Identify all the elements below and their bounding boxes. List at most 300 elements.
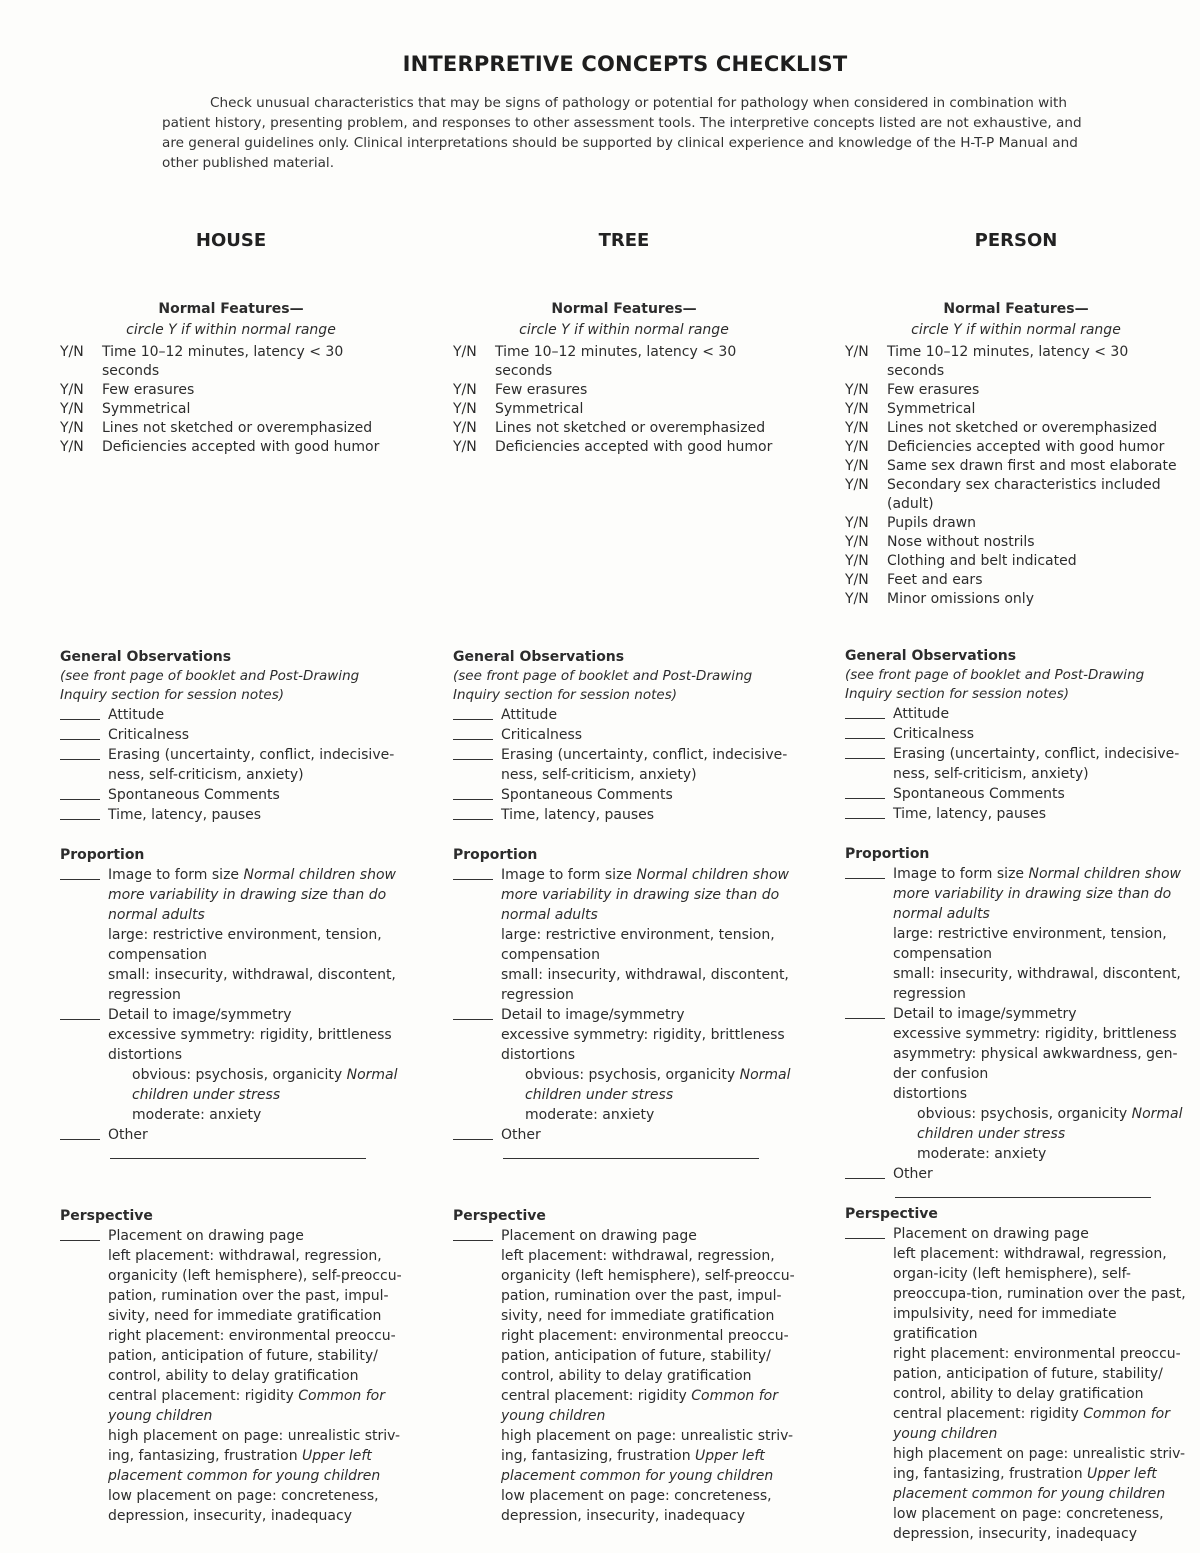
- checkbox-blank-line[interactable]: [60, 1125, 100, 1140]
- perspective-tree: [453, 1207, 797, 1526]
- yn-choice[interactable]: Y/N: [60, 344, 84, 360]
- yn-choice[interactable]: Y/N: [845, 515, 869, 531]
- general-observation-item: [453, 745, 797, 785]
- indent-spacer: [453, 1045, 493, 1065]
- item-text: low placement on page: concreteness, depression, insecurity, inadequacy: [108, 1488, 379, 1524]
- item-text: [108, 865, 404, 925]
- indent-spacer: [60, 965, 100, 1005]
- indent-spacer: [845, 1444, 885, 1504]
- image-size-label: Image to form size: [893, 866, 1025, 882]
- normal-feature-text: Lines not sketched or overemphasized: [887, 420, 1158, 436]
- item-text: low placement on page: concreteness, depression, insecurity, inadequacy: [893, 1506, 1164, 1542]
- image-size-note: Normal children show more variability in drawing size than do normal adults: [893, 866, 1181, 922]
- intro-paragraph: Check unusual characteristics that may be signs of pathology or potential for pathology when considered in combination with patient history, presenting problem, and responses to other assessment tools. The interpretive concepts listed are not exhaustive, and are general guidelines only. Clinical interpretations should be supported by clinical experience and knowledge of the H-T-P Manual and other published material.: [162, 95, 1082, 171]
- proportion-large: [60, 925, 404, 965]
- proportion-house: [60, 846, 404, 1165]
- proportion-moderate: [453, 1105, 797, 1125]
- indent-spacer: [60, 1486, 100, 1526]
- item-text: excessive symmetry: rigidity, brittleness: [893, 1026, 1177, 1042]
- proportion-excessive-symmetry: [453, 1025, 797, 1045]
- indent-spacer: [453, 965, 493, 1005]
- general-observation-item: [60, 705, 404, 725]
- normal-feature-text: Time 10–12 minutes, latency < 30 seconds: [102, 344, 344, 379]
- normal-feature-item: [60, 381, 402, 400]
- indent-spacer: [845, 1024, 885, 1044]
- obvious-label: obvious: psychosis, organicity: [917, 1106, 1128, 1122]
- normal-feature-item: [845, 533, 1187, 552]
- normal-feature-text: Few erasures: [102, 382, 195, 398]
- high-note: Upper left placement common for young children: [893, 1466, 1166, 1502]
- normal-features-instruction: circle Y if within normal range: [911, 322, 1121, 338]
- normal-feature-text: Same sex drawn first and most elaborate: [887, 458, 1177, 474]
- indent-spacer: [60, 1065, 100, 1105]
- item-text: excessive symmetry: rigidity, brittleness: [501, 1027, 785, 1043]
- proportion-moderate: [60, 1105, 404, 1125]
- high-label: high placement on page: unrealistic striv-ing, fantasizing, frustration: [501, 1428, 794, 1464]
- perspective-left: [453, 1246, 797, 1326]
- item-text: small: insecurity, withdrawal, discontent, regression: [501, 967, 789, 1003]
- normal-feature-text: Symmetrical: [887, 401, 976, 417]
- general-observation-item: [845, 704, 1189, 724]
- normal-feature-text: Few erasures: [495, 382, 588, 398]
- yn-choice[interactable]: Y/N: [845, 344, 869, 360]
- image-size-note: Normal children show more variability in drawing size than do normal adults: [501, 867, 789, 923]
- indent-spacer: [453, 1025, 493, 1045]
- indent-spacer: [845, 1104, 885, 1144]
- yn-choice[interactable]: Y/N: [845, 572, 869, 588]
- perspective-right: [453, 1326, 797, 1386]
- proportion-distortions: [453, 1045, 797, 1065]
- other-write-in-line[interactable]: [110, 1145, 366, 1159]
- high-note: Upper left placement common for young children: [108, 1448, 381, 1484]
- item-text: [501, 1125, 797, 1165]
- indent-spacer: [453, 1486, 493, 1526]
- column-house: [60, 230, 402, 457]
- column-heading-tree: TREE: [598, 230, 650, 251]
- other-label: Other: [893, 1166, 933, 1182]
- checkbox-blank-line[interactable]: [845, 784, 885, 799]
- normal-feature-text: Feet and ears: [887, 572, 983, 588]
- page-title: INTERPRETIVE CONCEPTS CHECKLIST: [402, 52, 848, 76]
- perspective-left: [845, 1244, 1189, 1344]
- normal-feature-item: [845, 343, 1187, 381]
- item-text: [893, 1104, 1189, 1144]
- normal-feature-item: [845, 400, 1187, 419]
- normal-feature-text: Nose without nostrils: [887, 534, 1035, 550]
- yn-choice[interactable]: Y/N: [845, 439, 869, 455]
- general-observations-house: [60, 648, 404, 825]
- indent-spacer: [60, 1386, 100, 1426]
- normal-feature-item: [845, 476, 1187, 514]
- general-observation-item: [845, 784, 1189, 804]
- indent-spacer: [845, 1084, 885, 1104]
- perspective-title: Perspective: [60, 1208, 153, 1224]
- indent-spacer: [60, 1246, 100, 1326]
- yn-choice[interactable]: Y/N: [453, 344, 477, 360]
- indent-spacer: [845, 1504, 885, 1544]
- item-text: [108, 1426, 404, 1486]
- item-text: asymmetry: physical awkwardness, gen-der confusion: [893, 1046, 1178, 1082]
- general-observation-item: [845, 724, 1189, 744]
- checkbox-blank-line[interactable]: [453, 705, 493, 720]
- normal-features-title: Normal Features—: [551, 301, 697, 317]
- image-size-label: Image to form size: [108, 867, 240, 883]
- yn-choice[interactable]: Y/N: [453, 420, 477, 436]
- normal-feature-item: [453, 381, 795, 400]
- yn-choice[interactable]: Y/N: [845, 534, 869, 550]
- item-text: [501, 865, 797, 925]
- normal-feature-text: Symmetrical: [495, 401, 584, 417]
- item-text: [108, 1125, 404, 1165]
- indent-spacer: [453, 1426, 493, 1486]
- yn-choice[interactable]: Y/N: [60, 420, 84, 436]
- central-label: central placement: rigidity: [501, 1388, 687, 1404]
- checkbox-blank-line[interactable]: [845, 864, 885, 879]
- checkbox-blank-line[interactable]: [845, 744, 885, 759]
- item-text: distortions: [501, 1047, 575, 1063]
- item-text: Spontaneous Comments: [893, 786, 1065, 802]
- perspective-high: [60, 1426, 404, 1486]
- normal-feature-item: [453, 343, 795, 381]
- general-observations-note: (see front page of booklet and Post-Drawing Inquiry section for session notes): [453, 668, 753, 703]
- normal-features-title: Normal Features—: [158, 301, 304, 317]
- item-text: [108, 1386, 404, 1426]
- normal-feature-item: [845, 552, 1187, 571]
- perspective-high: [453, 1426, 797, 1486]
- central-note: Common for young children: [893, 1406, 1170, 1442]
- perspective-high: [845, 1444, 1189, 1504]
- checkbox-blank-line[interactable]: [60, 865, 100, 880]
- general-observation-item: [60, 745, 404, 785]
- normal-feature-text: Few erasures: [887, 382, 980, 398]
- perspective-title: Perspective: [453, 1208, 546, 1224]
- yn-choice[interactable]: Y/N: [845, 477, 869, 493]
- checkbox-blank-line[interactable]: [845, 1004, 885, 1019]
- proportion-person: [845, 845, 1189, 1204]
- yn-choice[interactable]: Y/N: [845, 420, 869, 436]
- item-text: small: insecurity, withdrawal, discontent, regression: [108, 967, 396, 1003]
- general-observation-item: [453, 785, 797, 805]
- general-observations-person: [845, 647, 1189, 824]
- checkbox-blank-line[interactable]: [60, 805, 100, 820]
- perspective-house: [60, 1207, 404, 1526]
- proportion-tree: [453, 846, 797, 1165]
- normal-features-title: Normal Features—: [943, 301, 1089, 317]
- checkbox-blank-line[interactable]: [453, 1005, 493, 1020]
- checkbox-blank-line[interactable]: [453, 745, 493, 760]
- normal-feature-item: [845, 590, 1187, 609]
- item-text: [501, 1386, 797, 1426]
- proportion-image-size: [60, 865, 404, 925]
- image-size-label: Image to form size: [501, 867, 633, 883]
- perspective-low: [453, 1486, 797, 1526]
- normal-features-list: [845, 343, 1187, 609]
- yn-choice[interactable]: Y/N: [60, 439, 84, 455]
- perspective-placement: [845, 1224, 1189, 1244]
- item-text: Placement on drawing page: [501, 1228, 697, 1244]
- checkbox-blank-line[interactable]: [845, 1164, 885, 1179]
- item-text: Time, latency, pauses: [501, 807, 655, 823]
- image-size-note: Normal children show more variability in drawing size than do normal adults: [108, 867, 396, 923]
- general-observation-item: [60, 725, 404, 745]
- item-text: left placement: withdrawal, regression, organ-icity (left hemisphere), self-preoccupa-tion, rumination over the past, impulsivity, need for immediate gratification: [893, 1246, 1186, 1342]
- item-text: Placement on drawing page: [893, 1226, 1089, 1242]
- yn-choice[interactable]: Y/N: [453, 439, 477, 455]
- item-text: small: insecurity, withdrawal, discontent, regression: [893, 966, 1181, 1002]
- normal-feature-text: Lines not sketched or overemphasized: [102, 420, 373, 436]
- normal-feature-item: [60, 438, 402, 457]
- normal-feature-text: Lines not sketched or overemphasized: [495, 420, 766, 436]
- general-observation-item: [845, 804, 1189, 824]
- central-note: Common for young children: [501, 1388, 778, 1424]
- checkbox-blank-line[interactable]: [60, 745, 100, 760]
- normal-feature-text: Deficiencies accepted with good humor: [887, 439, 1165, 455]
- yn-choice[interactable]: Y/N: [60, 382, 84, 398]
- item-text: moderate: anxiety: [917, 1146, 1047, 1162]
- general-observation-item: [453, 725, 797, 745]
- item-text: distortions: [108, 1047, 182, 1063]
- indent-spacer: [453, 1065, 493, 1105]
- checkbox-blank-line[interactable]: [845, 1224, 885, 1239]
- normal-feature-item: [845, 438, 1187, 457]
- checkbox-blank-line[interactable]: [453, 1125, 493, 1140]
- proportion-title: Proportion: [453, 847, 538, 863]
- indent-spacer: [453, 1386, 493, 1426]
- proportion-title: Proportion: [60, 847, 145, 863]
- yn-choice[interactable]: Y/N: [453, 401, 477, 417]
- column-heading-person: PERSON: [974, 230, 1058, 251]
- proportion-small: [453, 965, 797, 1005]
- checkbox-blank-line[interactable]: [60, 705, 100, 720]
- normal-feature-item: [845, 457, 1187, 476]
- obvious-label: obvious: psychosis, organicity: [132, 1067, 343, 1083]
- item-text: [893, 1164, 1189, 1204]
- indent-spacer: [845, 1144, 885, 1164]
- perspective-right: [845, 1344, 1189, 1404]
- normal-feature-text: Time 10–12 minutes, latency < 30 seconds: [495, 344, 737, 379]
- indent-spacer: [845, 1044, 885, 1084]
- proportion-title: Proportion: [845, 846, 930, 862]
- proportion-detail: [845, 1004, 1189, 1024]
- normal-features-instruction: circle Y if within normal range: [126, 322, 336, 338]
- normal-feature-item: [845, 419, 1187, 438]
- item-text: Detail to image/symmetry: [893, 1006, 1077, 1022]
- item-text: [501, 1426, 797, 1486]
- checkbox-blank-line[interactable]: [845, 804, 885, 819]
- indent-spacer: [60, 1105, 100, 1125]
- proportion-excessive-symmetry: [60, 1025, 404, 1045]
- item-text: large: restrictive environment, tension, compensation: [501, 927, 775, 963]
- indent-spacer: [60, 1045, 100, 1065]
- indent-spacer: [845, 924, 885, 964]
- item-text: Spontaneous Comments: [501, 787, 673, 803]
- normal-feature-item: [453, 400, 795, 419]
- yn-choice[interactable]: Y/N: [845, 401, 869, 417]
- column-tree: [453, 230, 795, 457]
- proportion-distortions: [845, 1084, 1189, 1104]
- proportion-moderate: [845, 1144, 1189, 1164]
- indent-spacer: [453, 925, 493, 965]
- normal-feature-item: [60, 343, 402, 381]
- yn-choice[interactable]: Y/N: [60, 401, 84, 417]
- item-text: Criticalness: [108, 727, 190, 743]
- indent-spacer: [453, 1246, 493, 1326]
- proportion-other: [60, 1125, 404, 1165]
- general-observations-tree: [453, 648, 797, 825]
- yn-choice[interactable]: Y/N: [845, 553, 869, 569]
- high-note: Upper left placement common for young children: [501, 1448, 774, 1484]
- other-label: Other: [501, 1127, 541, 1143]
- indent-spacer: [60, 1025, 100, 1045]
- item-text: right placement: environmental preoccu-pation, anticipation of future, stability/ control, ability to delay gratification: [501, 1328, 789, 1384]
- checkbox-blank-line[interactable]: [845, 724, 885, 739]
- checkbox-blank-line[interactable]: [453, 1226, 493, 1241]
- yn-choice[interactable]: Y/N: [453, 382, 477, 398]
- other-label: Other: [108, 1127, 148, 1143]
- checkbox-blank-line[interactable]: [60, 1005, 100, 1020]
- item-text: Time, latency, pauses: [108, 807, 262, 823]
- perspective-placement: [60, 1226, 404, 1246]
- checkbox-blank-line[interactable]: [453, 725, 493, 740]
- indent-spacer: [60, 1326, 100, 1386]
- general-observation-item: [453, 805, 797, 825]
- perspective-central: [845, 1404, 1189, 1444]
- checkbox-blank-line[interactable]: [845, 704, 885, 719]
- obvious-note: Normal children under stress: [132, 1067, 398, 1103]
- proportion-large: [453, 925, 797, 965]
- high-label: high placement on page: unrealistic striv-ing, fantasizing, frustration: [893, 1446, 1186, 1482]
- general-observation-item: [845, 744, 1189, 784]
- perspective-person: [845, 1205, 1189, 1544]
- item-text: Attitude: [893, 706, 950, 722]
- general-observations-title: General Observations: [845, 648, 1017, 664]
- general-observations-title: General Observations: [60, 649, 232, 665]
- high-label: high placement on page: unrealistic striv-ing, fantasizing, frustration: [108, 1428, 401, 1464]
- central-note: Common for young children: [108, 1388, 385, 1424]
- normal-feature-text: Secondary sex characteristics included (adult): [887, 477, 1161, 512]
- general-observations-note: (see front page of booklet and Post-Drawing Inquiry section for session notes): [845, 667, 1145, 702]
- indent-spacer: [60, 925, 100, 965]
- normal-features-list: [453, 343, 795, 457]
- column-person: [845, 230, 1187, 609]
- proportion-other: [845, 1164, 1189, 1204]
- proportion-image-size: [453, 865, 797, 925]
- normal-feature-item: [453, 438, 795, 457]
- item-text: right placement: environmental preoccu-pation, anticipation of future, stability/ control, ability to delay gratification: [108, 1328, 396, 1384]
- checkbox-blank-line[interactable]: [453, 865, 493, 880]
- perspective-left: [60, 1246, 404, 1326]
- yn-choice[interactable]: Y/N: [845, 382, 869, 398]
- proportion-large: [845, 924, 1189, 964]
- item-text: [501, 1065, 797, 1105]
- other-write-in-line[interactable]: [895, 1184, 1151, 1198]
- general-observation-item: [60, 805, 404, 825]
- perspective-low: [845, 1504, 1189, 1544]
- checkbox-blank-line[interactable]: [60, 1226, 100, 1241]
- normal-feature-text: Clothing and belt indicated: [887, 553, 1077, 569]
- item-text: low placement on page: concreteness, depression, insecurity, inadequacy: [501, 1488, 772, 1524]
- item-text: large: restrictive environment, tension, compensation: [893, 926, 1167, 962]
- proportion-asymmetry: [845, 1044, 1189, 1084]
- other-write-in-line[interactable]: [503, 1145, 759, 1159]
- normal-feature-text: Minor omissions only: [887, 591, 1034, 607]
- normal-feature-item: [845, 514, 1187, 533]
- normal-feature-text: Pupils drawn: [887, 515, 977, 531]
- proportion-small: [845, 964, 1189, 1004]
- normal-feature-item: [60, 400, 402, 419]
- normal-feature-text: Time 10–12 minutes, latency < 30 seconds: [887, 344, 1129, 379]
- central-label: central placement: rigidity: [108, 1388, 294, 1404]
- item-text: right placement: environmental preoccu-pation, anticipation of future, stability/ control, ability to delay gratification: [893, 1346, 1181, 1402]
- item-text: Criticalness: [501, 727, 583, 743]
- obvious-note: Normal children under stress: [917, 1106, 1183, 1142]
- yn-choice[interactable]: Y/N: [845, 591, 869, 607]
- checkbox-blank-line[interactable]: [60, 785, 100, 800]
- item-text: left placement: withdrawal, regression, organicity (left hemisphere), self-preoccu-pation, rumination over the past, impul-sivity, need for immediate gratification: [108, 1248, 402, 1324]
- normal-feature-text: Symmetrical: [102, 401, 191, 417]
- indent-spacer: [845, 1244, 885, 1344]
- proportion-detail: [60, 1005, 404, 1025]
- indent-spacer: [845, 1344, 885, 1404]
- item-text: Erasing (uncertainty, conflict, indecisive-ness, self-criticism, anxiety): [893, 746, 1180, 782]
- indent-spacer: [845, 964, 885, 1004]
- item-text: Detail to image/symmetry: [501, 1007, 685, 1023]
- normal-feature-item: [60, 419, 402, 438]
- proportion-image-size: [845, 864, 1189, 924]
- proportion-excessive-symmetry: [845, 1024, 1189, 1044]
- normal-feature-text: Deficiencies accepted with good humor: [495, 439, 773, 455]
- item-text: distortions: [893, 1086, 967, 1102]
- item-text: large: restrictive environment, tension, compensation: [108, 927, 382, 963]
- proportion-small: [60, 965, 404, 1005]
- checkbox-blank-line[interactable]: [453, 805, 493, 820]
- item-text: Placement on drawing page: [108, 1228, 304, 1244]
- perspective-right: [60, 1326, 404, 1386]
- obvious-label: obvious: psychosis, organicity: [525, 1067, 736, 1083]
- general-observations-note: (see front page of booklet and Post-Drawing Inquiry section for session notes): [60, 668, 360, 703]
- item-text: Criticalness: [893, 726, 975, 742]
- proportion-distortions: [60, 1045, 404, 1065]
- checkbox-blank-line[interactable]: [453, 785, 493, 800]
- general-observation-item: [453, 705, 797, 725]
- yn-choice[interactable]: Y/N: [845, 458, 869, 474]
- proportion-obvious: [60, 1065, 404, 1105]
- normal-features-list: [60, 343, 402, 457]
- item-text: Erasing (uncertainty, conflict, indecisive-ness, self-criticism, anxiety): [501, 747, 788, 783]
- item-text: [108, 1065, 404, 1105]
- checkbox-blank-line[interactable]: [60, 725, 100, 740]
- indent-spacer: [453, 1105, 493, 1125]
- item-text: Spontaneous Comments: [108, 787, 280, 803]
- item-text: left placement: withdrawal, regression, organicity (left hemisphere), self-preoccu-pation, rumination over the past, impul-sivity, need for immediate gratification: [501, 1248, 795, 1324]
- item-text: excessive symmetry: rigidity, brittleness: [108, 1027, 392, 1043]
- perspective-central: [453, 1386, 797, 1426]
- general-observations-title: General Observations: [453, 649, 625, 665]
- normal-features-instruction: circle Y if within normal range: [519, 322, 729, 338]
- perspective-low: [60, 1486, 404, 1526]
- indent-spacer: [60, 1426, 100, 1486]
- item-text: Time, latency, pauses: [893, 806, 1047, 822]
- indent-spacer: [845, 1404, 885, 1444]
- column-heading-house: HOUSE: [195, 230, 267, 251]
- proportion-obvious: [453, 1065, 797, 1105]
- item-text: Attitude: [108, 707, 165, 723]
- proportion-obvious: [845, 1104, 1189, 1144]
- perspective-title: Perspective: [845, 1206, 938, 1222]
- perspective-central: [60, 1386, 404, 1426]
- item-text: moderate: anxiety: [525, 1107, 655, 1123]
- item-text: Erasing (uncertainty, conflict, indecisive-ness, self-criticism, anxiety): [108, 747, 395, 783]
